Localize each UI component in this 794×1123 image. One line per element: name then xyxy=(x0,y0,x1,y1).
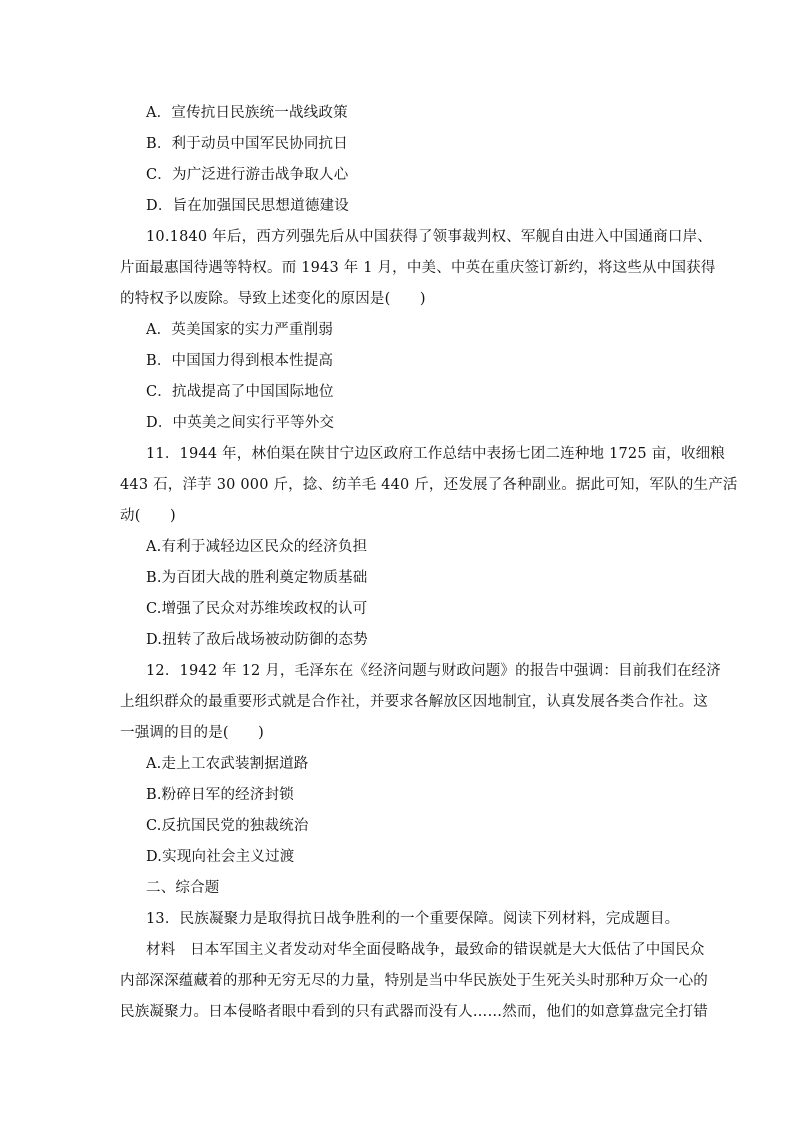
q10-option-d: D．中英美之间实行平等外交 xyxy=(146,415,335,431)
q13-stem: 13．民族凝聚力是取得抗日战争胜利的一个重要保障。阅读下列材料，完成题目。 xyxy=(146,911,680,927)
q11-option-b: B.为百团大战的胜利奠定物质基础 xyxy=(146,570,368,586)
q11-option-c: C.增强了民众对苏维埃政权的认可 xyxy=(146,601,368,617)
q12-stem-line-2: 上组织群众的最重要形式就是合作社，并要求各解放区因地制宜，认真发展各类合作社。这 xyxy=(120,694,708,710)
q12-option-c: C.反抗国民党的独裁统治 xyxy=(146,818,309,834)
q9-option-b: B．利于动员中国军民协同抗日 xyxy=(146,136,348,152)
q13-material-line-3: 民族凝聚力。日本侵略者眼中看到的只有武器而没有人……然而，他们的如意算盘完全打错 xyxy=(120,1004,708,1020)
q11-option-a: A.有利于减轻边区民众的经济负担 xyxy=(146,539,368,555)
section-heading: 二、综合题 xyxy=(146,880,220,896)
q12-option-a: A.走上工农武装割据道路 xyxy=(146,756,309,772)
q10-stem-line-1: 10.1840 年后，西方列强先后从中国获得了领事裁判权、军舰自由进入中国通商口岸、 xyxy=(146,229,712,245)
q12-option-d: D.实现向社会主义过渡 xyxy=(146,849,295,865)
q13-material-line-1: 材料 日本军国主义者发动对华全面侵略战争，最致命的错误就是大大低估了中国民众 xyxy=(146,942,705,958)
q12-stem-line-3: 一强调的目的是( ) xyxy=(120,725,265,741)
q9-option-a: A．宣传抗日民族统一战线政策 xyxy=(146,105,348,121)
q11-stem-line-3: 动( ) xyxy=(120,508,176,524)
q12-option-b: B.粉碎日军的经济封锁 xyxy=(146,787,294,803)
q10-option-a: A．英美国家的实力严重削弱 xyxy=(146,322,334,338)
q11-option-d: D.扭转了敌后战场被动防御的态势 xyxy=(146,632,368,648)
q10-stem-line-2: 片面最惠国待遇等特权。而 1943 年 1 月，中美、中英在重庆签订新约，将这些从中国获得 xyxy=(120,260,716,276)
q10-option-b: B．中国国力得到根本性提高 xyxy=(146,353,334,369)
q11-stem-line-2: 443 石，洋芋 30 000 斤，捻、纺羊毛 440 斤，还发展了各种副业。据此可知，军队的生产活 xyxy=(120,477,738,493)
q9-option-c: C．为广泛进行游击战争取人心 xyxy=(146,167,349,183)
q11-stem-line-1: 11．1944 年，林伯渠在陕甘宁边区政府工作总结中表扬七团二连种地 1725 亩，收细粮 xyxy=(146,446,726,462)
q10-option-c: C．抗战提高了中国国际地位 xyxy=(146,384,334,400)
q9-option-d: D．旨在加强国民思想道德建设 xyxy=(146,198,349,214)
q13-material-line-2: 内部深深蕴藏着的那种无穷无尽的力量，特别是当中华民族处于生死关头时那种万众一心的 xyxy=(120,973,708,989)
q10-stem-line-3: 的特权予以废除。导致上述变化的原因是( ) xyxy=(120,291,426,307)
q12-stem-line-1: 12．1942 年 12 月，毛泽东在《经济问题与财政问题》的报告中强调：目前我们在经济 xyxy=(146,663,721,679)
